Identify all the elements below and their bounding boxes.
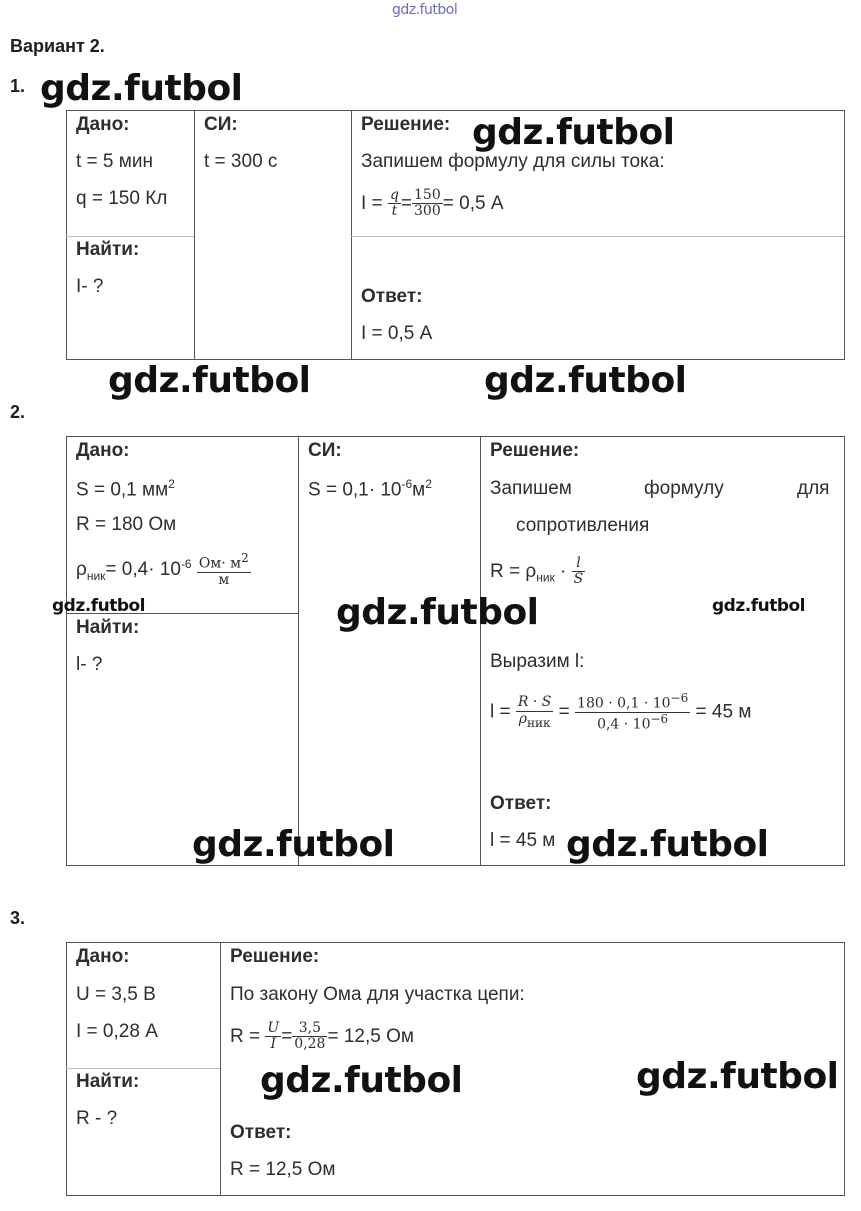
p3-solution-text: По закону Ома для участка цепи: [230, 984, 525, 1005]
p1-si-label: СИ: [204, 114, 238, 135]
problem-1-number: 1. [10, 76, 26, 96]
problem-3-number: 3. [10, 908, 26, 928]
watermark-top: gdz.futbol [392, 2, 458, 18]
p2-text-word-3: для [797, 478, 830, 499]
p3-formula: R = $\frac{U}{I}$ = $\frac{3,5}{0,28}$ = 12,5 Ом [230, 1020, 414, 1053]
p1-najti-label: Найти: [76, 239, 140, 260]
p3-otvet-label: Ответ: [230, 1122, 292, 1143]
watermark: gdz.futbol [192, 824, 395, 865]
watermark: gdz.futbol [636, 1056, 839, 1097]
p2-given-resistance: R = 180 Ом [76, 514, 177, 535]
p2-otvet-label: Ответ: [490, 793, 552, 814]
watermark: gdz.futbol [484, 360, 687, 401]
p3-given-voltage: U = 3,5 В [76, 984, 156, 1005]
p2-formula-resistance: $R = \rho_{ник}$ · $\frac{l}{S}$ [490, 555, 584, 588]
p2-vyrazim: Выразим l: [490, 651, 585, 672]
variant-title: Вариант 2. [10, 36, 105, 56]
p3-dano-label: Дано: [76, 946, 130, 967]
p2-text-line-2: сопротивления [516, 515, 650, 536]
p2-reshenie-label: Решение: [490, 440, 580, 461]
p2-dano-label: Дано: [76, 440, 130, 461]
p1-dano-label: Дано: [76, 114, 130, 135]
p1-find: I- ? [76, 276, 104, 297]
p1-given-time: t = 5 мин [76, 151, 153, 172]
p2-formula-length: l = $\frac{R \cdot S}{\rho_{ник}}$ = $\frac{180 \cdot 0,1 \cdot 10^{-6}}{0,4 \cdot 10^{-6}}$ = 45 м [490, 691, 752, 733]
p2-text-word-2: формулу [644, 478, 724, 499]
p2-text-word-1: Запишем [490, 478, 572, 499]
p1-solution-text: Запишем формулу для силы тока: [361, 151, 665, 172]
watermark: gdz.futbol [472, 112, 675, 153]
p2-given-area: S = 0,1 $мм^2$ [76, 477, 175, 501]
watermark: gdz.futbol [260, 1060, 463, 1101]
p3-find: R - ? [76, 1108, 118, 1129]
watermark: gdz.futbol [566, 824, 769, 865]
p1-si-time: t = 300 с [204, 151, 278, 172]
p1-given-charge: q = 150 Кл [76, 188, 168, 209]
p1-formula: I = $\frac{q}{t}$ = $\frac{150}{300}$ = 0,5 А [361, 187, 504, 220]
p2-si-area: $S = 0,1\cdot 10^{-6}м^2$ [308, 477, 432, 501]
p2-answer: l = 45 м [490, 830, 556, 851]
watermark: gdz.futbol [336, 592, 539, 633]
p3-given-current: I = 0,28 А [76, 1021, 158, 1042]
p2-find: l- ? [76, 654, 103, 675]
p2-given-resistivity: $\rho_{ник}= 0,4\cdot 10^{-6}$ $\frac{Ом\cdot м^2}{м}$ [76, 551, 249, 589]
watermark: gdz.futbol [712, 596, 805, 616]
p1-otvet-label: Ответ: [361, 286, 423, 307]
watermark: gdz.futbol [108, 360, 311, 401]
watermark: gdz.futbol [40, 68, 243, 109]
watermark: gdz.futbol [52, 596, 145, 616]
p3-najti-label: Найти: [76, 1071, 140, 1092]
p3-answer: R = 12,5 Ом [230, 1159, 336, 1180]
p1-answer: I = 0,5 А [361, 323, 433, 344]
p2-si-label: СИ: [308, 440, 342, 461]
problem-2-number: 2. [10, 402, 26, 422]
p2-najti-label: Найти: [76, 617, 140, 638]
p3-reshenie-label: Решение: [230, 946, 320, 967]
p1-reshenie-label: Решение: [361, 114, 451, 135]
